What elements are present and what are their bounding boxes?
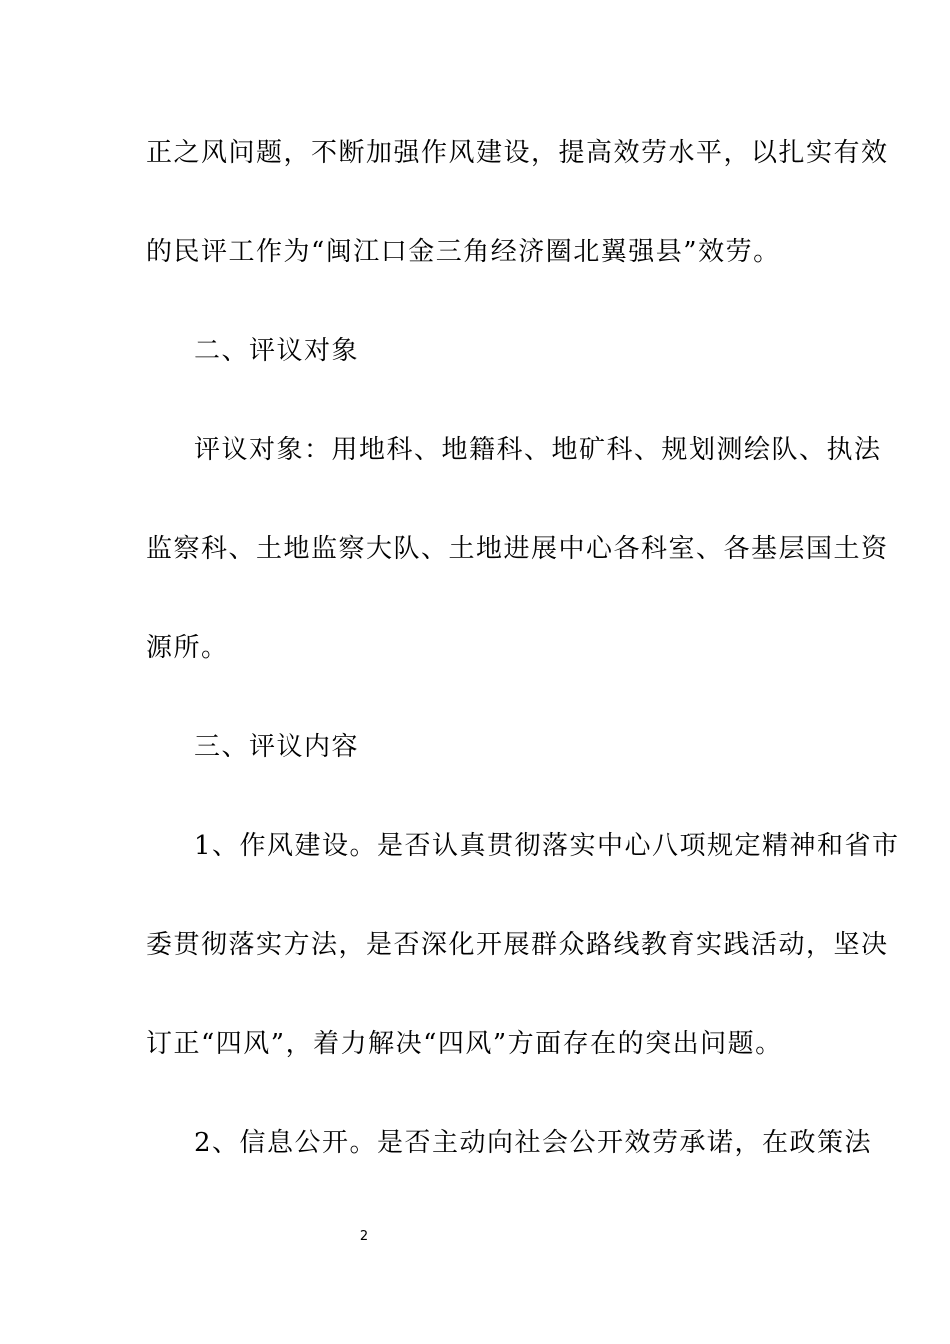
body-text-line: 评议对象：用地科、地籍科、地矿科、规划测绘队、执法	[194, 435, 882, 465]
body-text-line: 正之风问题，不断加强作风建设，提高效劳水平，以扎实有效	[146, 138, 889, 168]
body-text-line: 1、作风建设。是否认真贯彻落实中心八项规定精神和省市	[194, 831, 900, 861]
page-number: 2	[359, 1229, 369, 1244]
body-text-line: 的民评工作为“闽江口金三角经济圈北翼强县”效劳。	[146, 237, 781, 267]
body-text-line: 2、信息公开。是否主动向社会公开效劳承诺，在政策法	[194, 1128, 873, 1158]
body-text-line: 监察科、土地监察大队、土地进展中心各科室、各基层国土资	[146, 534, 889, 564]
section-heading: 二、评议对象	[194, 336, 360, 366]
body-text-line: 委贯彻落实方法，是否深化开展群众路线教育实践活动，坚决	[146, 930, 889, 960]
body-text-line: 订正“四风”，着力解决“四风”方面存在的突出问题。	[146, 1029, 783, 1059]
section-heading: 三、评议内容	[194, 732, 360, 762]
body-text-line: 源所。	[146, 633, 229, 663]
